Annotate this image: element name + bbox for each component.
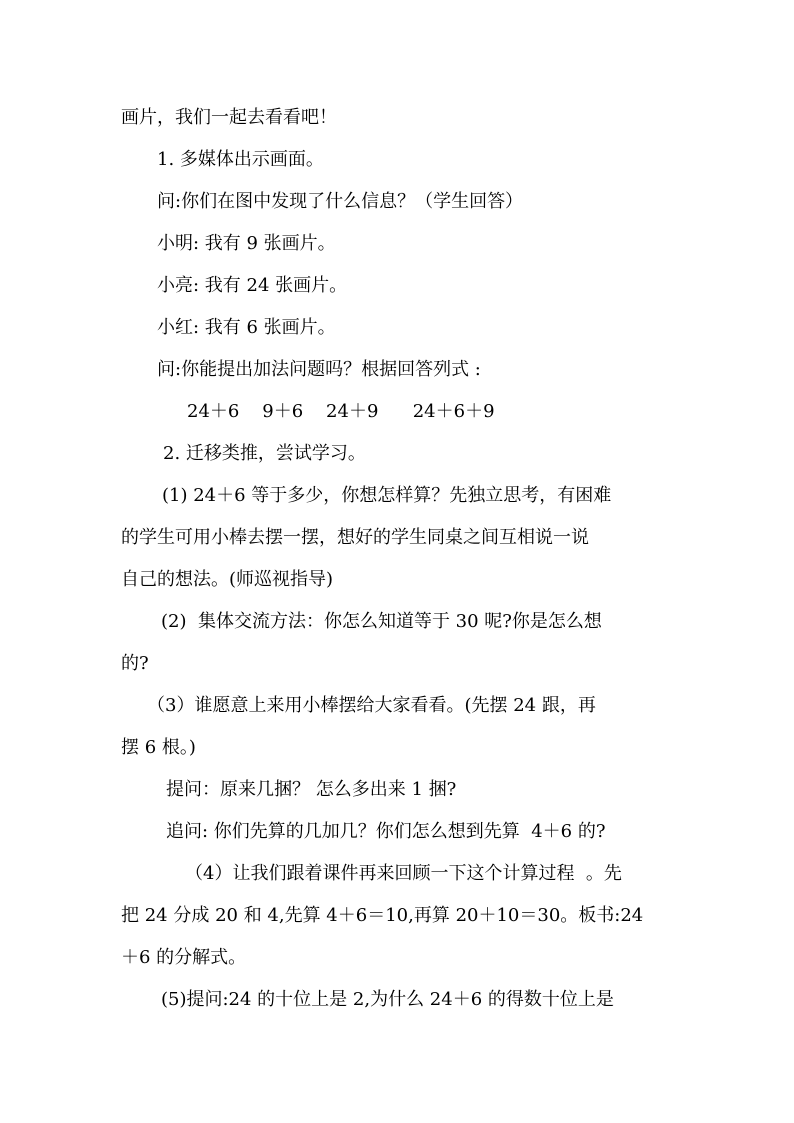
text-line-15: （3）谁愿意上来用小棒摆给大家看看。(先摆 24 跟，再 xyxy=(147,695,596,716)
text-line-10: (1) 24＋6 等于多少，你想怎样算？先独立思考，有困难 xyxy=(162,485,612,506)
text-line-2: 1. 多媒体出示画面。 xyxy=(157,149,324,170)
text-line-12: 自己的想法。(师巡视指导) xyxy=(121,569,334,590)
text-line-11: 的学生可用小棒去摆一摆，想好的学生同桌之间互相说一说 xyxy=(121,527,589,548)
text-line-21: ＋6 的分解式。 xyxy=(121,947,247,968)
text-line-4: 小明: 我有 9 张画片。 xyxy=(157,233,336,254)
text-line-16: 摆 6 根。) xyxy=(121,737,196,758)
text-line-18: 追问: 你们先算的几加几？你们怎么想到先算 4＋6 的? xyxy=(166,821,606,842)
text-line-17: 提问：原来几捆？ 怎么多出来 1 捆? xyxy=(166,779,457,800)
text-line-7: 问:你能提出加法问题吗？根据回答列式 : xyxy=(157,359,481,380)
text-line-1: 画片，我们一起去看看吧！ xyxy=(121,107,337,128)
text-line-19: （4）让我们跟着课件再来回顾一下这个计算过程 。先 xyxy=(185,863,622,884)
text-line-13: (2) 集体交流方法：你怎么知道等于 30 呢?你是怎么想 xyxy=(161,611,602,632)
text-line-6: 小红: 我有 6 张画片。 xyxy=(157,317,336,338)
text-line-20: 把 24 分成 20 和 4,先算 4＋6＝10,再算 20＋10＝30。板书:24 xyxy=(121,905,644,926)
text-line-5: 小亮: 我有 24 张画片。 xyxy=(157,275,348,296)
text-line-3: 问:你们在图中发现了什么信息？（学生回答） xyxy=(157,191,524,212)
text-line-22: (5)提问:24 的十位上是 2,为什么 24＋6 的得数十位上是 xyxy=(161,989,614,1010)
text-line-14: 的? xyxy=(121,653,149,674)
text-line-9: 2. 迁移类推，尝试学习。 xyxy=(163,443,366,464)
text-line-8: 24＋6 9＋6 24＋9 24＋6＋9 xyxy=(187,401,495,422)
